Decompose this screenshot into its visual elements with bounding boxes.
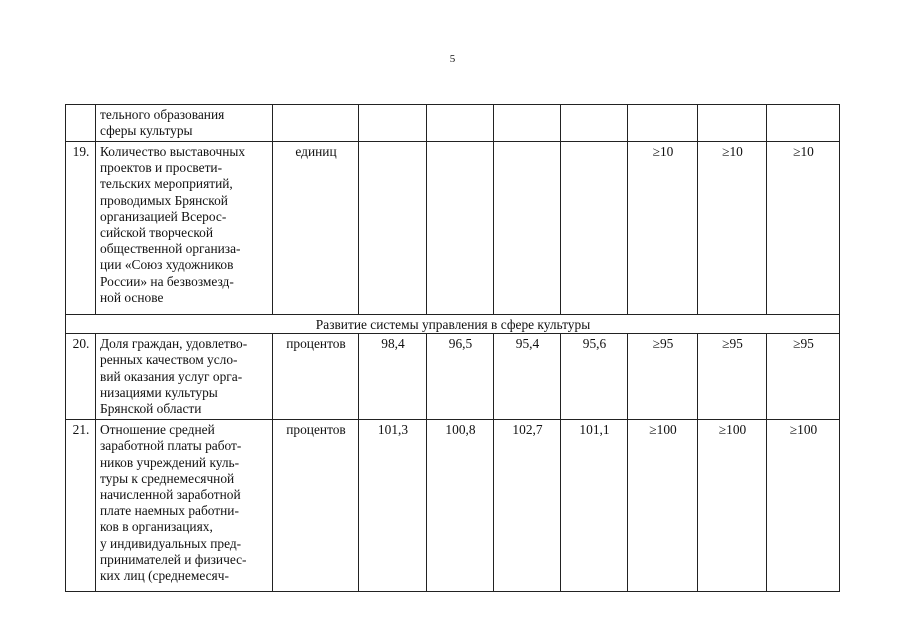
row-number: 20. [66,334,96,420]
unit-cell: единиц [273,142,359,315]
value-cell: 98,4 [359,334,427,420]
table-row [66,334,840,420]
indicator-name-line: туры к среднемесячной [100,470,235,486]
value-cell [561,142,628,315]
value-cell: 95,6 [561,334,628,420]
page-number: 5 [449,53,456,65]
value-cell [427,105,494,142]
value-cell: ≥100 [767,420,840,592]
indicator-name [96,420,273,592]
indicator-name-line: ции «Союз художников [100,257,234,273]
indicator-name-line: Количество выставочных [100,144,246,159]
indicator-name-line: организацией Всерос- [100,208,227,224]
indicator-name-line: Отношение средней [100,422,215,438]
indicator-name-line: России» на безвозмезд- [100,273,234,289]
indicator-name-line: сийской творческой [100,225,214,241]
indicators-table [65,104,840,592]
value-cell: ≥10 [698,142,767,315]
unit-cell [273,105,359,142]
value-cell: ≥95 [628,334,698,420]
indicator-name-line: Доля граждан, удовлетво- [100,336,248,352]
indicator-name-line: проводимых Брянской [100,192,228,208]
value-cell: 101,3 [359,420,427,592]
unit-cell: процентов [273,420,359,592]
indicator-name-line: низациями культуры [100,384,218,400]
table-body [66,105,840,592]
indicator-name-line: сферы культуры [100,123,193,139]
indicator-name [96,334,273,420]
indicator-name-line: ких лиц (среднемесяч- [100,568,229,584]
value-cell [767,105,840,142]
indicator-name-line: начисленной заработной [100,487,241,503]
indicator-name-line: тельного образования [100,107,225,122]
value-cell: 95,4 [494,334,561,420]
value-cell [427,142,494,315]
value-cell: 96,5 [427,334,494,420]
row-number: 19. [66,142,96,315]
value-cell: 100,8 [427,420,494,592]
indicator-name-line: плате наемных работни- [100,503,239,519]
section-row [66,315,840,334]
row-number: 21. [66,420,96,592]
value-cell: ≥95 [767,334,840,420]
value-cell [359,105,427,142]
indicator-name-line: проектов и просвети- [100,160,223,176]
value-cell [561,105,628,142]
value-cell: ≥100 [628,420,698,592]
indicator-name [96,142,273,315]
value-cell: ≥10 [767,142,840,315]
indicator-name-line: ренных качеством усло- [100,352,238,368]
value-cell: ≥95 [698,334,767,420]
table-row [66,105,840,142]
unit-cell: процентов [273,334,359,420]
table-row [66,142,840,315]
value-cell: 101,1 [561,420,628,592]
indicator-name-line: вий оказания услуг орга- [100,368,243,384]
indicator-name-line: ков в организациях, [100,519,213,535]
indicator-name-line: принимателей и физичес- [100,551,247,567]
indicator-name-line: тельских мероприятий, [100,176,233,192]
value-cell: ≥100 [698,420,767,592]
value-cell: 102,7 [494,420,561,592]
value-cell [628,105,698,142]
value-cell: ≥10 [628,142,698,315]
value-cell [494,142,561,315]
indicator-name-line: у индивидуальных пред- [100,535,242,551]
indicator-name-line: заработной платы работ- [100,438,242,454]
value-cell [494,105,561,142]
section-title: Развитие системы управления в сфере культуры [66,315,840,334]
indicator-name-line: общественной организа- [100,241,241,257]
table-row [66,420,840,592]
indicator-name-line: ников учреждений куль- [100,454,240,470]
indicator-name-line: ной основе [100,289,164,305]
indicator-name-line: Брянской области [100,401,202,417]
row-number [66,105,96,142]
value-cell [698,105,767,142]
indicator-name [96,105,273,142]
value-cell [359,142,427,315]
